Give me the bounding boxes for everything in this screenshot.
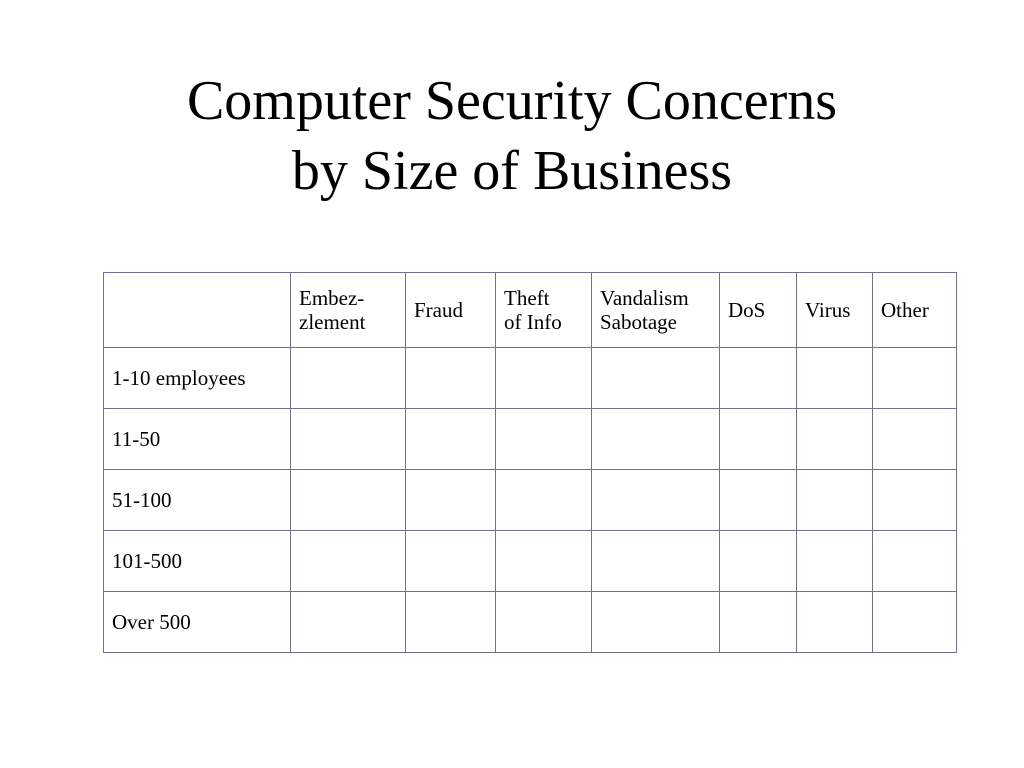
row-label: 1-10 employees: [104, 348, 291, 409]
column-label-theft-of-info: Theft of Info: [504, 286, 562, 334]
row-label: 11-50: [104, 409, 291, 470]
table-header-cell: [797, 273, 873, 348]
table-row: [104, 592, 957, 653]
table-cell: [496, 409, 592, 470]
table-cell: [406, 531, 496, 592]
slide-title-line-2: by Size of Business: [291, 140, 733, 202]
column-label-dos: DoS: [728, 298, 766, 322]
table-cell: [797, 531, 873, 592]
table-cell: [873, 592, 957, 653]
table-cell: [496, 348, 592, 409]
table-cell: [592, 470, 720, 531]
table-cell: [291, 531, 406, 592]
table-cell: [797, 409, 873, 470]
table-cell: [592, 531, 720, 592]
table-cell: [291, 348, 406, 409]
column-label-virus: Virus: [805, 298, 851, 322]
table-cell: [873, 348, 957, 409]
table-row: [104, 409, 957, 470]
table-cell: [797, 592, 873, 653]
column-label-other: Other: [881, 298, 929, 322]
table-cell: [496, 592, 592, 653]
table-cell: [873, 531, 957, 592]
table-cell: [291, 409, 406, 470]
table-cell: [406, 592, 496, 653]
slide-title: [0, 66, 1024, 206]
table-cell: [720, 348, 797, 409]
table-cell: [720, 531, 797, 592]
slide-title-line-1: Computer Security Concerns: [186, 70, 838, 132]
table-cell: [592, 348, 720, 409]
table-cell: [406, 470, 496, 531]
table-header-cell: [592, 273, 720, 348]
table-row: [104, 531, 957, 592]
table-header-cell-corner: [104, 273, 291, 348]
table-header-cell: [406, 273, 496, 348]
table-cell: [496, 531, 592, 592]
row-label: 101-500: [104, 531, 291, 592]
table-cell: [873, 409, 957, 470]
row-label: 51-100: [104, 470, 291, 531]
column-label-fraud: Fraud: [414, 298, 463, 322]
table-row: [104, 348, 957, 409]
table-cell: [797, 470, 873, 531]
table-cell: [720, 409, 797, 470]
table-row: [104, 470, 957, 531]
column-label-embezzlement: Embez- zlement: [299, 286, 366, 334]
table-cell: [291, 470, 406, 531]
table-cell: [720, 592, 797, 653]
table-header-cell: [291, 273, 406, 348]
table-cell: [720, 470, 797, 531]
table-cell: [873, 470, 957, 531]
table-cell: [592, 592, 720, 653]
table-cell: [406, 348, 496, 409]
table-cell: [291, 592, 406, 653]
table-header-row: [104, 273, 957, 348]
table-header-cell: [496, 273, 592, 348]
security-concerns-table: [103, 272, 957, 653]
table-cell: [496, 470, 592, 531]
table-header-cell: [873, 273, 957, 348]
table-cell: [592, 409, 720, 470]
table-cell: [406, 409, 496, 470]
column-label-vandalism-sabotage: Vandalism Sabotage: [600, 286, 689, 334]
table-header-cell: [720, 273, 797, 348]
row-label: Over 500: [104, 592, 291, 653]
table-cell: [797, 348, 873, 409]
